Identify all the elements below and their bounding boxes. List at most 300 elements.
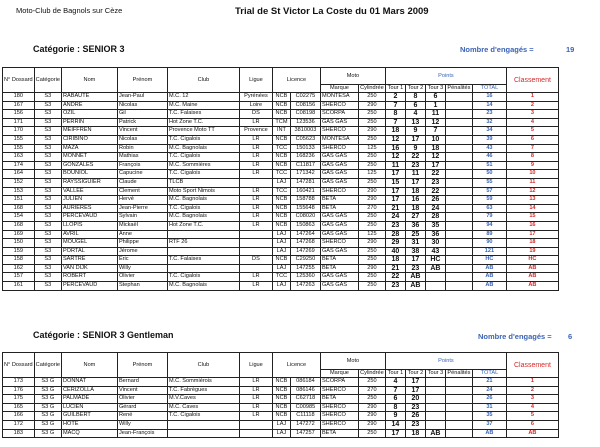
cell-prenom: Willy	[117, 420, 167, 429]
table-row	[3, 230, 559, 239]
cell-prenom: Philippe	[117, 239, 167, 248]
engages-value: 19	[566, 45, 575, 54]
cell-licence-number: 147272	[290, 420, 320, 429]
table-row	[3, 213, 559, 222]
cell-cylindree: 290	[358, 101, 385, 110]
cell-categorie: S3	[34, 273, 61, 282]
cell-tour1: 18	[385, 256, 405, 265]
cell-tour1: 23	[385, 221, 405, 230]
cell-dossard: 156	[3, 110, 35, 119]
cell-ligue	[239, 230, 272, 239]
cell-licence-number: C11118	[290, 412, 320, 421]
cell-total: 23	[472, 110, 506, 119]
cell-licence-number: 171342	[290, 170, 320, 179]
table-row	[3, 187, 559, 196]
cell-marque: SHERCO	[320, 386, 358, 395]
cell-tour2: 23	[405, 403, 425, 412]
cell-licence-type: NCB	[272, 161, 290, 170]
cell-penalites	[445, 239, 472, 248]
col-ligue: Ligue	[239, 68, 272, 93]
cell-prenom: Claude	[117, 178, 167, 187]
cell-cylindree: 270	[358, 386, 385, 395]
cell-tour2: 23	[405, 264, 425, 273]
cell-categorie: S3	[34, 221, 61, 230]
cell-tour1: 28	[385, 230, 405, 239]
cell-dossard: 153	[3, 187, 35, 196]
cell-dossard: 174	[3, 161, 35, 170]
cell-total: 90	[472, 239, 506, 248]
cell-ligue: LR	[239, 221, 272, 230]
cell-total: 32	[472, 118, 506, 127]
cell-tour3: 26	[425, 196, 445, 205]
table-row	[3, 196, 559, 205]
cell-nom: CERIZOLLA	[61, 386, 117, 395]
cell-dossard: 158	[3, 256, 35, 265]
cell-cylindree: 250	[358, 273, 385, 282]
cell-total: 50	[472, 170, 506, 179]
col-cylindree: Cylindrée	[360, 370, 384, 376]
cell-dossard: 176	[3, 386, 35, 395]
cell-ligue	[239, 178, 272, 187]
table-row	[3, 386, 559, 395]
cell-categorie: S3	[34, 110, 61, 119]
cell-tour3	[425, 273, 445, 282]
cell-total: 31	[472, 403, 506, 412]
cell-dossard: 164	[3, 170, 35, 179]
cell-penalites	[445, 101, 472, 110]
cell-marque: GAS GAS	[320, 230, 358, 239]
cell-club: T.C. Cigalois	[167, 153, 239, 162]
table-row	[3, 395, 559, 404]
cell-tour2: 17	[405, 178, 425, 187]
cell-club	[167, 230, 239, 239]
cell-ligue: LR	[239, 135, 272, 144]
cell-tour2: 4	[405, 110, 425, 119]
cell-licence-type: NCB	[272, 93, 290, 102]
cell-tour3: 12	[425, 153, 445, 162]
cell-nom: PERCEVAUD	[61, 213, 117, 222]
cell-prenom: Gérard	[117, 403, 167, 412]
cell-licence-type: TCC	[272, 170, 290, 179]
cell-total: AB	[472, 429, 506, 438]
cell-classement: AB	[506, 429, 558, 438]
cell-licence-type: NCB	[272, 378, 290, 387]
cell-club: T.C. Falaises	[167, 256, 239, 265]
cell-marque: GAS GAS	[320, 221, 358, 230]
cell-tour2: 8	[405, 93, 425, 102]
cell-classement: 4	[506, 118, 558, 127]
cell-penalites	[445, 204, 472, 213]
cell-ligue: LR	[239, 144, 272, 153]
cell-nom: PALMADE	[61, 395, 117, 404]
cell-tour1: 8	[385, 403, 405, 412]
col-moto: Moto	[320, 353, 385, 370]
cell-tour1: 17	[385, 196, 405, 205]
col-points: Points	[385, 68, 506, 85]
col-club: Club	[167, 353, 239, 378]
cell-nom: GUILBERT	[61, 412, 117, 421]
cell-cylindree: 125	[358, 170, 385, 179]
cell-prenom: Clement	[117, 187, 167, 196]
cell-licence-type: NCB	[272, 135, 290, 144]
table-row	[3, 204, 559, 213]
cell-dossard: 163	[3, 153, 35, 162]
cell-tour3: 22	[425, 187, 445, 196]
cell-ligue: LR	[239, 161, 272, 170]
cell-classement: 6	[506, 135, 558, 144]
table-row	[3, 110, 559, 119]
cell-dossard: 155	[3, 144, 35, 153]
cell-club: M.C. Bagnolais	[167, 213, 239, 222]
cell-categorie: S3	[34, 230, 61, 239]
cell-penalites	[445, 273, 472, 282]
cell-nom: GONZALES	[61, 161, 117, 170]
cell-penalites	[445, 378, 472, 387]
col-total: TOTAL	[472, 85, 506, 93]
cell-prenom: Jean-François	[117, 429, 167, 438]
cell-total: AB	[472, 273, 506, 282]
col-tour2: Tour 2	[405, 85, 425, 93]
col-points: Points	[385, 353, 506, 370]
cell-cylindree: 250	[358, 135, 385, 144]
cell-cylindree: 250	[358, 93, 385, 102]
cell-licence-type: LAJ	[272, 282, 290, 291]
cell-licence-number: 147264	[290, 230, 320, 239]
col-licence: Licence	[272, 68, 320, 93]
cell-tour1: 17	[385, 170, 405, 179]
cell-tour2: 17	[405, 256, 425, 265]
cell-club: M.C. Caves	[167, 403, 239, 412]
cell-penalites	[445, 127, 472, 136]
cell-club: M.C. Bagnolais	[167, 282, 239, 291]
cell-prenom: Vincent	[117, 386, 167, 395]
cell-dossard: 155	[3, 135, 35, 144]
cell-licence-type: NCB	[272, 101, 290, 110]
cell-ligue: LR	[239, 282, 272, 291]
cell-penalites	[445, 213, 472, 222]
cell-ligue: LR	[239, 395, 272, 404]
cell-licence-number: C00985	[290, 403, 320, 412]
cell-tour2: 26	[405, 412, 425, 421]
cell-licence-number: C11817	[290, 161, 320, 170]
cell-tour1: 15	[385, 178, 405, 187]
col-club: Club	[167, 68, 239, 93]
col-moto: Moto	[320, 68, 385, 85]
cell-prenom: Hervé	[117, 196, 167, 205]
table-row	[3, 101, 559, 110]
cell-total: 21	[472, 378, 506, 387]
cell-licence-type: NCB	[272, 395, 290, 404]
cell-licence-number: 147257	[290, 429, 320, 438]
cell-penalites	[445, 429, 472, 438]
cell-categorie: S3	[34, 256, 61, 265]
cell-ligue: LR	[239, 196, 272, 205]
cell-prenom: Gil	[117, 110, 167, 119]
cell-licence-number: 150133	[290, 144, 320, 153]
cell-cylindree: 250	[358, 213, 385, 222]
cell-prenom: Willy	[117, 264, 167, 273]
table-row	[3, 403, 559, 412]
cell-dossard: 170	[3, 127, 35, 136]
cell-tour1: 22	[385, 273, 405, 282]
cell-tour3: 43	[425, 247, 445, 256]
cell-penalites	[445, 247, 472, 256]
table-row	[3, 221, 559, 230]
col-dossard: N° Dossard	[3, 68, 35, 93]
cell-nom: JULIEN	[61, 196, 117, 205]
cell-ligue: LR	[239, 204, 272, 213]
cell-categorie: S3	[34, 247, 61, 256]
cell-nom: MEIFFREN	[61, 127, 117, 136]
cell-classement: 14	[506, 204, 558, 213]
cell-penalites	[445, 93, 472, 102]
table-row	[3, 412, 559, 421]
col-tour1: Tour 1	[385, 85, 405, 93]
cell-marque: MONTESA	[320, 93, 358, 102]
cell-prenom: Nicolas	[117, 135, 167, 144]
cell-ligue: LR	[239, 403, 272, 412]
cell-penalites	[445, 178, 472, 187]
cell-tour3: 36	[425, 230, 445, 239]
cell-dossard: 175	[3, 395, 35, 404]
cell-total: 39	[472, 135, 506, 144]
cell-categorie: S3	[34, 178, 61, 187]
cell-marque: SHERCO	[320, 239, 358, 248]
table-row	[3, 429, 559, 438]
cell-cylindree: 250	[358, 282, 385, 291]
cell-total: 51	[472, 161, 506, 170]
cell-tour2: 20	[405, 395, 425, 404]
cell-total: 26	[472, 395, 506, 404]
cell-ligue: LR	[239, 378, 272, 387]
cell-classement: 5	[506, 127, 558, 136]
cell-dossard: 167	[3, 101, 35, 110]
cell-licence-number: 086146	[290, 386, 320, 395]
cell-categorie: S3	[34, 153, 61, 162]
cell-licence-type: LAJ	[272, 420, 290, 429]
cell-club	[167, 247, 239, 256]
cell-cylindree: 250	[358, 110, 385, 119]
cell-tour2: 9	[405, 144, 425, 153]
cell-tour2: 31	[405, 239, 425, 248]
cell-categorie: S3	[34, 170, 61, 179]
page-title: Trial de St Victor La Coste du 01 Mars 2009	[235, 6, 429, 17]
col-categorie: Catégorie	[34, 68, 61, 93]
cell-categorie: S3 G	[34, 403, 61, 412]
cell-prenom: Capucine	[117, 170, 167, 179]
cell-tour3: 22	[425, 170, 445, 179]
cell-prenom: Stephan	[117, 282, 167, 291]
cell-nom: MAZA	[61, 144, 117, 153]
cell-categorie: S3	[34, 135, 61, 144]
table-row	[3, 420, 559, 429]
cell-licence-type: LAJ	[272, 239, 290, 248]
cell-tour1: 21	[385, 264, 405, 273]
cell-nom: OZIL	[61, 110, 117, 119]
cell-club	[167, 264, 239, 273]
cell-licence-number: 155648	[290, 204, 320, 213]
col-prenom: Prénom	[117, 68, 167, 93]
cell-penalites	[445, 395, 472, 404]
cell-tour1: 6	[385, 395, 405, 404]
cell-tour2: 13	[405, 118, 425, 127]
cell-ligue: DS	[239, 256, 272, 265]
cell-prenom: Mathias	[117, 153, 167, 162]
cell-total: 35	[472, 412, 506, 421]
cell-licence-type: NCB	[272, 204, 290, 213]
cell-nom: AVRIL	[61, 230, 117, 239]
cell-marque: BETA	[320, 196, 358, 205]
cell-marque: GAS GAS	[320, 118, 358, 127]
cell-cylindree: 270	[358, 204, 385, 213]
cell-tour3: HC	[425, 256, 445, 265]
cell-licence-number: 147255	[290, 264, 320, 273]
cell-licence-number: 160421	[290, 187, 320, 196]
cell-marque: GAS GAS	[320, 161, 358, 170]
cell-ligue: LR	[239, 153, 272, 162]
cell-total: AB	[472, 282, 506, 291]
cell-cylindree: 290	[358, 264, 385, 273]
cell-tour1: 17	[385, 187, 405, 196]
cell-ligue	[239, 420, 272, 429]
table-row	[3, 127, 559, 136]
cell-cylindree: 250	[358, 221, 385, 230]
cell-categorie: S3	[34, 187, 61, 196]
cell-classement: 11	[506, 178, 558, 187]
cell-tour3: 23	[425, 178, 445, 187]
cell-tour2: AB	[405, 282, 425, 291]
cell-tour1: 12	[385, 153, 405, 162]
cell-dossard: 151	[3, 196, 35, 205]
col-tour1: Tour 1	[385, 370, 405, 378]
cell-total: 34	[472, 127, 506, 136]
cell-penalites	[445, 196, 472, 205]
cell-tour3	[425, 412, 445, 421]
cell-marque: GAS GAS	[320, 153, 358, 162]
cell-licence-type: INT	[272, 127, 290, 136]
cell-nom: CIRIBINO	[61, 135, 117, 144]
cell-penalites	[445, 403, 472, 412]
cell-prenom: Robin	[117, 144, 167, 153]
col-tour3: Tour 3	[425, 85, 445, 93]
cell-marque: GAS GAS	[320, 213, 358, 222]
cell-ligue: LR	[239, 170, 272, 179]
cell-dossard: 168	[3, 221, 35, 230]
cell-licence-number: 168236	[290, 153, 320, 162]
table-row	[3, 144, 559, 153]
cell-cylindree: 290	[358, 196, 385, 205]
cell-cylindree: 250	[358, 395, 385, 404]
table-row	[3, 153, 559, 162]
cell-classement: 17	[506, 230, 558, 239]
cell-marque: SHERCO	[320, 403, 358, 412]
cell-club: T.C. Cigalois	[167, 135, 239, 144]
cell-licence-type: TCC	[272, 144, 290, 153]
engages-value: 6	[568, 332, 573, 341]
cell-ligue	[239, 264, 272, 273]
cell-tour3: 1	[425, 101, 445, 110]
cell-total: 55	[472, 178, 506, 187]
cell-classement: 1	[506, 378, 558, 387]
cell-licence-number: 158788	[290, 196, 320, 205]
cell-tour3: 11	[425, 110, 445, 119]
table-row	[3, 118, 559, 127]
cell-tour1: 11	[385, 161, 405, 170]
cell-penalites	[445, 282, 472, 291]
cell-marque: SHERCO	[320, 127, 358, 136]
cell-tour3: 18	[425, 144, 445, 153]
cell-licence-number: 147263	[290, 282, 320, 291]
cell-total: 24	[472, 386, 506, 395]
cell-tour1: 24	[385, 213, 405, 222]
col-cylindree: Cylindrée	[360, 85, 384, 91]
cell-classement: 13	[506, 196, 558, 205]
cell-marque: GAS GAS	[320, 170, 358, 179]
cell-penalites	[445, 135, 472, 144]
col-ligue: Ligue	[239, 353, 272, 378]
cell-tour1: 21	[385, 204, 405, 213]
cell-marque: SHERCO	[320, 101, 358, 110]
cell-marque: SHERCO	[320, 187, 358, 196]
cell-marque: GAS GAS	[320, 282, 358, 291]
cell-dossard: 150	[3, 239, 35, 248]
cell-tour2: 17	[405, 386, 425, 395]
cell-cylindree: 290	[358, 412, 385, 421]
cell-cylindree: 125	[358, 230, 385, 239]
cell-classement: 16	[506, 221, 558, 230]
section-title: Catégorie : SENIOR 3	[33, 44, 125, 54]
cell-tour1: 18	[385, 127, 405, 136]
table-row	[3, 178, 559, 187]
cell-nom: LUCIEN	[61, 403, 117, 412]
cell-penalites	[445, 221, 472, 230]
cell-classement: 7	[506, 144, 558, 153]
cell-marque: GAS GAS	[320, 178, 358, 187]
cell-dossard: 161	[3, 282, 35, 291]
cell-ligue: LR	[239, 118, 272, 127]
cell-tour3: AB	[425, 429, 445, 438]
cell-classement: AB	[506, 273, 558, 282]
cell-categorie: S3	[34, 204, 61, 213]
cell-tour2: 9	[405, 127, 425, 136]
cell-tour3	[425, 378, 445, 387]
cell-classement: 2	[506, 101, 558, 110]
cell-tour2: 18	[405, 187, 425, 196]
col-marque: Marque	[320, 85, 358, 93]
cell-categorie: S3	[34, 161, 61, 170]
table-row	[3, 239, 559, 248]
cell-tour1: 14	[385, 420, 405, 429]
cell-penalites	[445, 153, 472, 162]
cell-classement: AB	[506, 282, 558, 291]
table-row	[3, 273, 559, 282]
cell-ligue	[239, 247, 272, 256]
cell-tour1: 7	[385, 386, 405, 395]
col-penalites: Pénalités	[447, 370, 471, 376]
cell-marque: BETA	[320, 256, 358, 265]
cell-classement: 8	[506, 153, 558, 162]
cell-cylindree: 250	[358, 153, 385, 162]
cell-club: M.C. Sommiérois	[167, 378, 239, 387]
cell-licence-type: LAJ	[272, 230, 290, 239]
cell-prenom: François	[117, 161, 167, 170]
cell-prenom: Sylvain	[117, 213, 167, 222]
cell-penalites	[445, 110, 472, 119]
cell-licence-type: NCB	[272, 213, 290, 222]
cell-marque: SCORPA	[320, 110, 358, 119]
cell-total: 46	[472, 153, 506, 162]
cell-marque: SHERCO	[320, 144, 358, 153]
